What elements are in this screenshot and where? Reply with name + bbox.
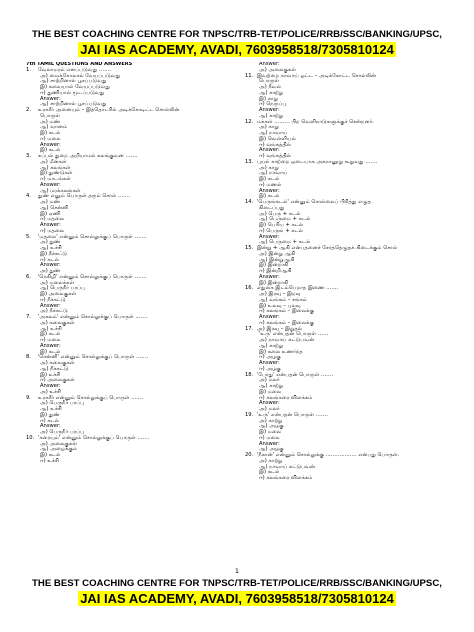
- line-text: அ) மலைக்கள்: [40, 279, 75, 286]
- line-text: இ) துண்டுகள்: [40, 170, 73, 177]
- line-text: அ) பெருநீர் பரப்பு: [40, 400, 85, 407]
- line-text: அ) காற்று: [259, 417, 283, 424]
- line-text: ஆ) சென்னி: [40, 204, 69, 211]
- line-text: ஆ) பெருமை + கடல்: [259, 239, 311, 246]
- left-question-column: [26, 62, 240, 465]
- line-text: இ) கடல்: [259, 469, 280, 476]
- line-text: Answer:: [259, 360, 280, 366]
- line-text: அ) உச்சி: [40, 388, 62, 395]
- line-text: ஆ) நாவாய்: [259, 170, 288, 177]
- line-text: ஈ) மலை: [40, 135, 61, 142]
- line-text: Answer:: [259, 107, 280, 113]
- line-text: ஆ) சாற்றினால் பூசப்படுவது: [40, 78, 107, 85]
- footer: [0, 578, 474, 608]
- line-text: Answer:: [259, 440, 280, 447]
- line-text: இன்று + ஆகி என்பதனைச் சேர்த்தெழுதக் கிடைக்கும் சொல்: [257, 245, 398, 251]
- line-text: இவற்றை நாவாய் ஓட்ட – அடிக்கோட்ட சொல்லின்: [257, 72, 377, 79]
- line-text: 'போது' என்பதன் பொருள் …….: [257, 371, 334, 378]
- line-text: ஈ) கலங்கரை விளக்கம்: [259, 475, 313, 481]
- line-text: அ) மலர்: [259, 406, 280, 412]
- question-number: 15.: [245, 245, 254, 251]
- line-text: ஈ) மலை: [259, 434, 280, 441]
- line-text: Answer:: [259, 273, 280, 280]
- line-text: Answer:: [40, 423, 61, 430]
- line-text: இ) உச்சி: [40, 371, 61, 378]
- line-text: ஆ) அழகு: [259, 423, 284, 430]
- line-text: ஆ) நீச்சுட்டு: [40, 365, 69, 372]
- line-text: அ) காற்று: [259, 457, 283, 464]
- question-number: 13.: [245, 158, 254, 165]
- line-text: எதுகை இடம்பெறாத இணை …….: [257, 285, 339, 292]
- line-text: ஈ) வங்கத்தில்: [259, 153, 292, 159]
- line-text: ஆ) உச்சி: [40, 406, 62, 412]
- line-text: 'அகலம்' என்னும் சொல்லுக்குப் பொருள் …….: [38, 314, 148, 320]
- question-number: 3.: [26, 153, 31, 159]
- line-text: அ) பெரு + கடல்: [259, 210, 301, 217]
- line-text: 'சென்னி' என்னும் சொல்லுக்குப் பொருள் …….: [38, 354, 149, 361]
- line-text: அ) அலைகுகள்: [259, 66, 296, 73]
- line-text: ஈ) அலைகுகள்: [40, 377, 75, 384]
- line-text: 'நீகான்' என்னும் சொல்லுக்கு ……………… என்பது பொருள்.: [257, 452, 400, 458]
- question-number: 10.: [26, 434, 35, 441]
- question-number: 9.: [26, 394, 31, 401]
- line-text: Answer:: [40, 383, 61, 389]
- line-text: ஆ) பெருமை + கடல்: [259, 216, 311, 223]
- question-number: 19.: [245, 411, 254, 418]
- line-text: இ) கடல்: [259, 176, 280, 182]
- line-text: ஈ) வங்கத்தில்: [259, 141, 292, 148]
- line-text: இ) உலவு – புலவு: [259, 302, 301, 309]
- line-text: ஈ) துணியால் மூடப்படுவது: [40, 89, 105, 96]
- line-text: ஈ) அழகு: [259, 354, 281, 361]
- line-text: அ) மண்: [40, 199, 61, 205]
- header: [0, 29, 474, 59]
- line-text: ஈ) கலங்கம் – இலைக்கு: [259, 308, 315, 315]
- line-text: இ) துண்: [40, 411, 60, 418]
- line-text: 'நெகிழி' என்னும் சொல்லுக்குப் பொருள் …….: [38, 273, 147, 280]
- line-text: Answer:: [40, 181, 61, 188]
- line-text: ஆ) இன்றுஆகி: [259, 256, 295, 263]
- page-number: 1: [234, 567, 240, 575]
- line-text: ஈ) கடல்: [40, 256, 60, 263]
- header-academy-line: JAI IAS ACADEMY, AVADI, 7603958518/7305810124: [80, 42, 394, 57]
- line-text: அ) மண்: [40, 118, 61, 125]
- line-text: அ) நாவாய் சுட்டுபவன்: [259, 337, 315, 343]
- line-text: இ) இன்றாகி: [259, 262, 289, 269]
- line-text: ஈ) நெருப்பு: [259, 101, 287, 108]
- line-text: இ) கடல்: [40, 147, 61, 154]
- line-text: இ) கடல்: [40, 348, 61, 355]
- line-text: 'உரு' என்பதன் பொருள் …….: [257, 411, 328, 418]
- header-coaching-line: THE BEST COACHING CENTRE FOR TNPSC/TRB-TET/POLICE/RRB/SSC/BANKING/UPSC,: [32, 29, 442, 40]
- line-text: Answer:: [259, 400, 280, 407]
- question-number: 7.: [26, 314, 31, 320]
- line-text: 'உரு' என்பதன் பொருள் ……: [259, 331, 329, 338]
- line-text: இ) நீச்சுட்டு: [40, 250, 68, 257]
- line-text: 7th TAMIL QUESTIONS AND ANSWERS: [26, 62, 133, 67]
- line-text: இ) இன்றாகி: [259, 279, 289, 286]
- question-number: 4.: [26, 193, 31, 200]
- line-text: ஈ) மணல்: [259, 181, 282, 188]
- line-text: அ) வைக்கோலால் வேயப்படுவது: [40, 72, 121, 79]
- line-text: ஈ) உச்சி: [40, 457, 59, 464]
- line-text: இ) கடல்: [40, 452, 61, 458]
- line-text: 'பெருங்கடல்' என்னும் சொல்லைப் பிரித்து எழுத: [257, 199, 372, 205]
- line-text: ஆ) அழகு: [259, 446, 284, 453]
- line-text: ஈ) மதலை: [40, 216, 65, 223]
- line-text: ஈ) நீச்சுட்டு: [40, 296, 66, 303]
- line-text: ஆ) உச்சி: [40, 245, 62, 251]
- question-number: 14.: [245, 199, 254, 205]
- line-text: கப்பல் துறை அறியாமல் கலங்குவன …….: [38, 153, 138, 159]
- line-text: அ) இன்று ஆகி: [259, 250, 296, 257]
- line-text: பொருள்: [40, 112, 61, 119]
- line-text: ஆ) பெருநீர் பரப்பு: [40, 285, 85, 292]
- line-text: அ) கலைகுகள்: [40, 319, 75, 326]
- line-text: துண் எனும் பொருள் தரும் சொல் …….: [38, 193, 130, 200]
- line-text: இ) ஏணி: [40, 210, 61, 217]
- line-text: இ) கடல்: [40, 331, 61, 338]
- line-text: இ) மலை: [259, 388, 282, 395]
- line-text: அ) காறு: [259, 124, 279, 131]
- line-text: Answer:: [40, 302, 61, 309]
- question-number: 17.: [245, 325, 254, 332]
- line-text: Answer:: [40, 141, 61, 148]
- line-text: ஆ) காற்று: [259, 342, 284, 349]
- line-text: ஆ) வானம்: [40, 124, 68, 131]
- line-text: ஈ) கலங்கரை விளக்கம்: [259, 394, 313, 401]
- question-number: 6.: [26, 273, 31, 280]
- line-text: ஈ) அழகு: [259, 365, 281, 372]
- question-number: 8.: [26, 354, 31, 361]
- line-text: அ) இரவு – இறுதல்: [257, 325, 303, 332]
- line-text: Answer:: [40, 95, 61, 102]
- question-number: 11.: [245, 72, 254, 79]
- line-text: இ) காறு: [259, 95, 279, 102]
- line-text: ஆ) சாற்றினால் பூசப்படுவது: [40, 101, 107, 108]
- question-number: 1.: [26, 66, 31, 73]
- line-text: ஆ) மரக்கலங்கள்: [40, 187, 81, 194]
- line-text: அ) மலர்: [259, 377, 280, 384]
- line-text: 'மதலை' என்னும் சொல்லுக்குப் பொருள் …….: [38, 233, 147, 240]
- line-text: 'கரையும்' என்னும் சொல்லுக்குப் பொருள் …….: [38, 434, 150, 441]
- line-text: அ) நீவல்: [259, 84, 282, 90]
- line-text: ஈ) பெருங் + கடல்: [259, 227, 303, 234]
- line-text: உரகரீர் என்னும் சொல்லுக்குப் பொருள் …….: [38, 394, 144, 401]
- question-number: 2.: [26, 107, 31, 113]
- line-text: Answer:: [259, 187, 280, 194]
- question-number: 18.: [245, 371, 254, 378]
- line-text: ஆ) அழைக்கும்: [40, 446, 78, 453]
- footer-coaching-line: THE BEST COACHING CENTRE FOR TNPSC/TRB-TET/POLICE/RRB/SSC/BANKING/UPSC,: [32, 578, 442, 589]
- line-text: ஆ) கலங்கள்: [40, 164, 71, 171]
- line-text: அ) இரவு – இறவு: [259, 291, 301, 297]
- line-text: அ) நீச்சுட்டு: [40, 308, 68, 315]
- question-number: 12.: [245, 118, 254, 125]
- line-text: அ) துண்: [40, 268, 61, 274]
- line-text: இ) கடல்: [259, 193, 280, 200]
- line-text: ஆ) வங்கம் – சங்கம்: [259, 296, 308, 303]
- line-text: இ) கடல்: [40, 130, 61, 136]
- line-text: அ) துண்: [40, 239, 61, 246]
- line-text: இ) மலை: [259, 429, 282, 435]
- line-text: ஈ) கலங்கம் – இலைக்கு: [259, 319, 315, 326]
- line-text: இ) அலைகுகள்: [40, 291, 77, 297]
- line-text: Answer:: [259, 147, 280, 154]
- line-text: இ) சுவையால் வேயப்படுவது: [40, 84, 110, 90]
- line-text: அ) கலைகுகள்: [40, 360, 75, 366]
- line-text: ஈ) இன்றிஆகி: [259, 268, 292, 274]
- line-text: Answer:: [40, 262, 61, 269]
- line-text: இ) வெள்ளியல்: [259, 135, 296, 142]
- line-text: ஆ) காற்று: [259, 89, 284, 96]
- line-text: ஆ) நாவாய்: [259, 130, 288, 136]
- line-text: ஈ) மாடங்கள்: [40, 176, 71, 182]
- option-line: [26, 459, 240, 465]
- line-text: வேலாமரம் எனப்படுவது …….: [38, 66, 111, 73]
- line-text: அ) அலைகுகள்: [40, 440, 77, 447]
- line-text: ஆ) காற்று: [259, 383, 284, 389]
- line-text: உரகரீர் அனையும் – இத்தொடரில் அடிக்கோடிட்ட சொல்லின்: [38, 107, 180, 113]
- question-number: 5.: [26, 233, 31, 240]
- line-text: Answer:: [259, 233, 280, 240]
- line-text: அ) மீன்கள்: [40, 158, 67, 165]
- line-text: Answer:: [40, 222, 61, 228]
- line-text: ஈ) கடல்: [40, 417, 60, 424]
- line-text: புயல் காற்றை ஒடையாக அகநானூறு கூறுவது …….: [257, 158, 378, 165]
- line-text: ஈ) மதலை: [40, 227, 65, 234]
- line-text: இ) கலை உணர்ந்த: [259, 348, 303, 355]
- line-text: பொருள்: [259, 78, 280, 85]
- right-question-column: [245, 62, 455, 482]
- line-text: அ) பெருநீர் பரப்பு: [40, 429, 85, 435]
- line-text: மக்கள் ……… பிற வெளிநாடுகளுக்குச் சென்றனர்.: [257, 118, 374, 125]
- line-text: ஆ) உச்சி: [40, 325, 62, 332]
- line-text: ஆ) நாவாய் சுட்டுபவன்: [259, 463, 316, 470]
- line-text: Answer:: [259, 62, 280, 67]
- line-text: இ) பெரிய + கடல்: [259, 222, 304, 228]
- line-text: Answer:: [40, 342, 61, 349]
- question-number: 16.: [245, 285, 254, 292]
- line-text: ஆ) காற்று: [259, 112, 284, 119]
- line-text: கிடைப்பது: [259, 204, 285, 211]
- line-text: ஈ) மலை: [40, 337, 61, 343]
- line-text: Answer:: [259, 314, 280, 320]
- question-number: 20.: [245, 452, 254, 458]
- footer-academy-line: JAI IAS ACADEMY, AVADI, 7603958518/7305810124: [80, 591, 394, 606]
- option-line: [245, 476, 455, 482]
- line-text: அ) காறு: [259, 164, 279, 171]
